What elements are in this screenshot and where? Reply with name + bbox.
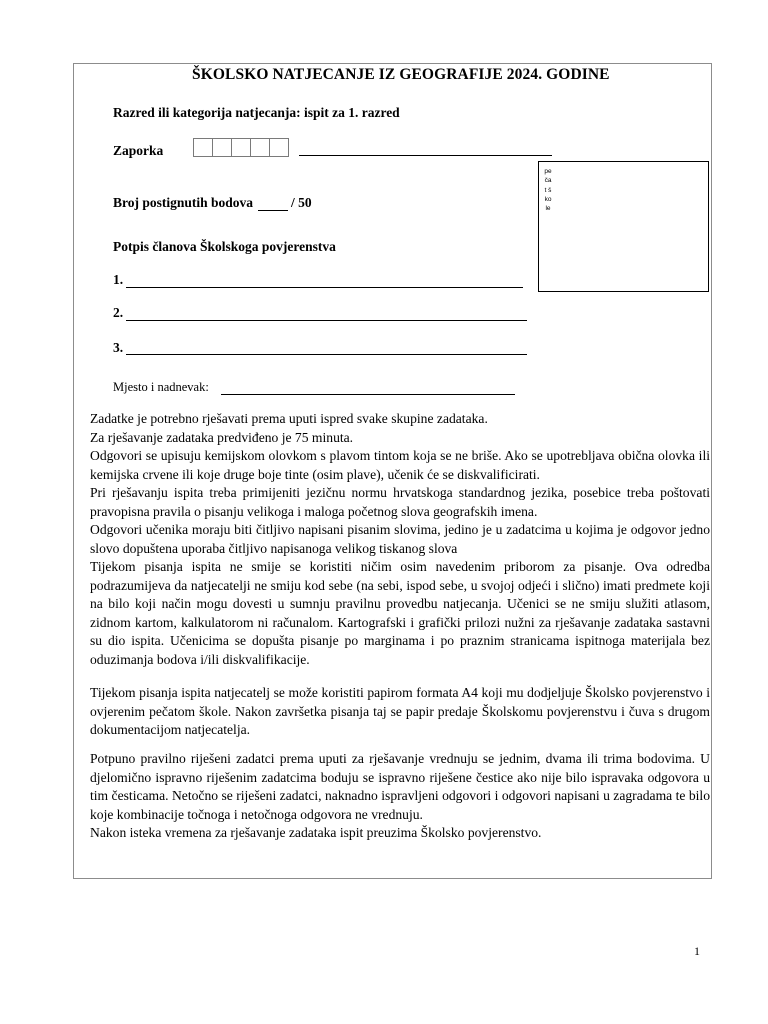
signature-line-2[interactable]	[126, 320, 527, 321]
stamp-label: pečat škole	[544, 168, 552, 213]
zaporka-box[interactable]	[250, 138, 270, 157]
place-date-label: Mjesto i nadnevak:	[113, 380, 209, 394]
signatures-label: Potpis članova Školskoga povjerenstva	[113, 239, 336, 254]
signature-number-1: 1.	[113, 272, 124, 287]
signature-line-1[interactable]	[126, 287, 523, 288]
zaporka-box[interactable]	[269, 138, 289, 157]
instruction-line: Zadatke je potrebno rješavati prema uputi ispred svake skupine zadataka.	[90, 411, 488, 426]
category-label: Razred ili kategorija natjecanja: ispit za 1. razred	[113, 105, 400, 120]
paper-paragraph: Tijekom pisanja ispita natjecatelj se može koristiti papirom formata A4 koji mu dodjeljuje Školsko povjerenstvo i ovjerenim pečatom škole. Nakon završetka pisanja taj se papir predaje Školskomu povjerenstvu i čuva s drugom dokumentacijom natjecatelja.	[90, 685, 710, 737]
closing-line: Nakon isteka vremena za rješavanje zadataka ispit preuzima Školsko povjerenstvo.	[90, 825, 542, 840]
zaporka-box[interactable]	[231, 138, 251, 157]
page-title: ŠKOLSKO NATJECANJE IZ GEOGRAFIJE 2024. GODINE	[192, 66, 610, 83]
score-input-line[interactable]	[258, 210, 288, 211]
instruction-line: Pri rješavanju ispita treba primijeniti jezičnu normu hrvatskoga standardnog jezika, posebice treba poštovati pravopisna pravila o pisanju velikoga i maloga početnog slova geografskih imena.	[90, 485, 710, 519]
instruction-line: Odgovori učenika moraju biti čitljivo napisani pisanim slovima, jedino je u zadatcima u kojima je odgovor jedno slovo dopuštena uporaba čitljivo napisanoga velikog tiskanog slova	[90, 522, 710, 556]
page-number: 1	[694, 944, 700, 958]
signature-number-2: 2.	[113, 305, 124, 320]
score-label: Broj postignutih bodova	[113, 195, 254, 210]
zaporka-boxes[interactable]	[194, 138, 289, 157]
instruction-line: Za rješavanje zadataka predviđeno je 75 minuta.	[90, 429, 354, 445]
school-stamp-box	[538, 161, 709, 292]
instructions-block	[90, 410, 710, 669]
instruction-line: Tijekom pisanja ispita ne smije se koristiti ničim osim navedenim priborom za pisanje. Ova odredba podrazumijeva da natjecatelji ne smiju kod sebe (na sebi, ispod sebe, u svojoj odjeći i slično) imati predmete koji na bilo koji način mogu dovesti u sumnju pravilnu provedbu natjecanja. Učenici se ne smiju služiti atlasom, zidnom kartom, kalkulatorom ni računalom. Kartografski i grafički prilozi nužni za rješavanje zadataka sastavni su dio ispita. Učenicima se dopušta pisanje po marginama i po praznim stranicama ispitnoga materijala bez oduzimanja bodova i/ili diskvalifikacije.	[90, 559, 710, 667]
paper-paragraph-block	[90, 684, 710, 740]
zaporka-line[interactable]	[299, 155, 552, 156]
zaporka-box[interactable]	[212, 138, 232, 157]
zaporka-label: Zaporka	[113, 143, 164, 158]
scoring-paragraph: Potpuno pravilno riješeni zadatci prema uputi za rješavanje vrednuju se jednim, dvama ili trima bodovima. U djelomično ispravno riješenim zadatcima boduju se ispravno riješene čestice ako nije bilo ispravaka odgovora u tim česticama. Netočno se riješeni zadatci, naknadno ispravljeni odgovori i odgovori napisani u zagradama te bilo koje kombinacije točnoga i netočnoga odgovora ne vrednuju.	[90, 751, 710, 822]
instruction-line: Odgovori se upisuju kemijskom olovkom s plavom tintom koja se ne briše. Ako se upotrebljava obična olovka ili kemijska crvene ili koje druge boje tinte (osim plave), učenik će se diskvalificirati.	[90, 448, 710, 482]
signature-number-3: 3.	[113, 340, 124, 355]
signature-line-3[interactable]	[126, 354, 527, 355]
scoring-paragraph-block	[90, 750, 710, 843]
score-max: / 50	[291, 195, 312, 210]
zaporka-box[interactable]	[193, 138, 213, 157]
place-date-line[interactable]	[221, 394, 515, 395]
